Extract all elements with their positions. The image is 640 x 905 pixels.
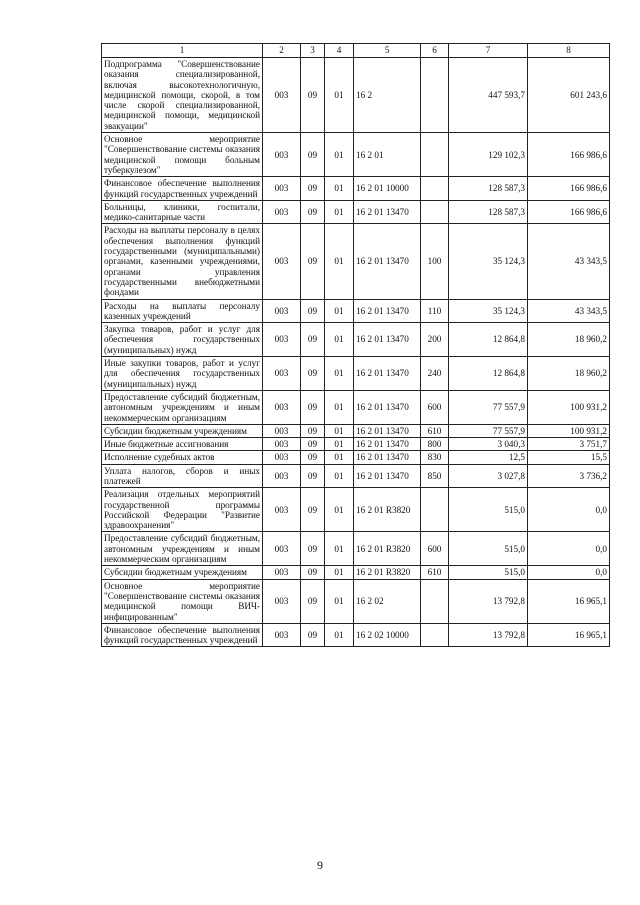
column-header: 7 xyxy=(449,44,528,58)
amount-year-1: 12,5 xyxy=(449,451,528,464)
amount-year-2: 100 931,2 xyxy=(528,390,610,424)
code-expense-type: 600 xyxy=(421,532,449,566)
row-name: Реализация отдельных мероприятий государственной программы Российской Федерации "Развитие здравоохранения" xyxy=(102,488,263,532)
code-target: 16 2 01 13470 xyxy=(354,224,421,299)
table-row xyxy=(102,177,610,201)
amount-year-2: 166 986,6 xyxy=(528,177,610,201)
code-section: 09 xyxy=(301,177,325,201)
code-section: 09 xyxy=(301,438,325,451)
code-admin: 003 xyxy=(263,532,301,566)
code-subsection: 01 xyxy=(325,488,354,532)
amount-year-1: 128 587,3 xyxy=(449,177,528,201)
table-row xyxy=(102,299,610,323)
amount-year-1: 447 593,7 xyxy=(449,58,528,133)
code-expense-type: 830 xyxy=(421,451,449,464)
code-subsection: 01 xyxy=(325,424,354,437)
code-admin: 003 xyxy=(263,323,301,357)
amount-year-1: 515,0 xyxy=(449,566,528,579)
code-expense-type xyxy=(421,488,449,532)
table-row xyxy=(102,357,610,391)
code-expense-type: 600 xyxy=(421,390,449,424)
code-admin: 003 xyxy=(263,299,301,323)
table-row xyxy=(102,438,610,451)
amount-year-2: 0,0 xyxy=(528,488,610,532)
code-section: 09 xyxy=(301,532,325,566)
amount-year-1: 128 587,3 xyxy=(449,200,528,224)
code-section: 09 xyxy=(301,464,325,488)
amount-year-1: 12 864,8 xyxy=(449,323,528,357)
amount-year-2: 16 965,1 xyxy=(528,579,610,623)
column-header: 3 xyxy=(301,44,325,58)
code-expense-type xyxy=(421,200,449,224)
amount-year-2: 16 965,1 xyxy=(528,623,610,647)
code-section: 09 xyxy=(301,566,325,579)
amount-year-1: 13 792,8 xyxy=(449,623,528,647)
code-expense-type: 850 xyxy=(421,464,449,488)
column-header: 4 xyxy=(325,44,354,58)
table-row xyxy=(102,532,610,566)
amount-year-1: 12 864,8 xyxy=(449,357,528,391)
code-section: 09 xyxy=(301,623,325,647)
code-subsection: 01 xyxy=(325,438,354,451)
code-admin: 003 xyxy=(263,566,301,579)
amount-year-2: 3 751,7 xyxy=(528,438,610,451)
code-section: 09 xyxy=(301,323,325,357)
code-expense-type: 610 xyxy=(421,424,449,437)
code-subsection: 01 xyxy=(325,200,354,224)
code-section: 09 xyxy=(301,579,325,623)
table-row xyxy=(102,464,610,488)
code-section: 09 xyxy=(301,133,325,177)
code-subsection: 01 xyxy=(325,323,354,357)
code-target: 16 2 01 R3820 xyxy=(354,566,421,579)
code-expense-type: 610 xyxy=(421,566,449,579)
code-target: 16 2 01 13470 xyxy=(354,390,421,424)
code-expense-type xyxy=(421,623,449,647)
code-subsection: 01 xyxy=(325,532,354,566)
code-subsection: 01 xyxy=(325,623,354,647)
code-section: 09 xyxy=(301,488,325,532)
amount-year-2: 166 986,6 xyxy=(528,133,610,177)
table-row xyxy=(102,224,610,299)
code-subsection: 01 xyxy=(325,464,354,488)
amount-year-1: 35 124,3 xyxy=(449,299,528,323)
amount-year-2: 43 343,5 xyxy=(528,299,610,323)
code-admin: 003 xyxy=(263,424,301,437)
amount-year-1: 3 027,8 xyxy=(449,464,528,488)
table-row xyxy=(102,424,610,437)
amount-year-2: 15,5 xyxy=(528,451,610,464)
row-name: Расходы на выплаты персоналу в целях обеспечения выполнения функций государственными (муниципальными) органами, казенными учреждениями, органами управления государственными внебюджетными фондами xyxy=(102,224,263,299)
code-subsection: 01 xyxy=(325,451,354,464)
code-admin: 003 xyxy=(263,224,301,299)
code-admin: 003 xyxy=(263,177,301,201)
amount-year-2: 0,0 xyxy=(528,532,610,566)
code-section: 09 xyxy=(301,224,325,299)
code-admin: 003 xyxy=(263,579,301,623)
code-target: 16 2 01 13470 xyxy=(354,451,421,464)
row-name: Расходы на выплаты персоналу казенных учреждений xyxy=(102,299,263,323)
column-header: 8 xyxy=(528,44,610,58)
code-admin: 003 xyxy=(263,438,301,451)
code-target: 16 2 01 xyxy=(354,133,421,177)
amount-year-1: 35 124,3 xyxy=(449,224,528,299)
code-section: 09 xyxy=(301,390,325,424)
code-expense-type: 800 xyxy=(421,438,449,451)
code-target: 16 2 01 13470 xyxy=(354,299,421,323)
code-target: 16 2 01 13470 xyxy=(354,357,421,391)
budget-document xyxy=(101,43,609,647)
header-row xyxy=(102,44,610,58)
row-name: Иные бюджетные ассигнования xyxy=(102,438,263,451)
code-expense-type: 200 xyxy=(421,323,449,357)
code-admin: 003 xyxy=(263,357,301,391)
code-target: 16 2 xyxy=(354,58,421,133)
code-section: 09 xyxy=(301,357,325,391)
amount-year-2: 601 243,6 xyxy=(528,58,610,133)
budget-table xyxy=(101,43,610,647)
table-row xyxy=(102,488,610,532)
column-header: 2 xyxy=(263,44,301,58)
code-admin: 003 xyxy=(263,133,301,177)
amount-year-1: 3 040,3 xyxy=(449,438,528,451)
table-row xyxy=(102,451,610,464)
table-row xyxy=(102,390,610,424)
code-target: 16 2 01 13470 xyxy=(354,464,421,488)
table-row xyxy=(102,323,610,357)
code-admin: 003 xyxy=(263,451,301,464)
code-admin: 003 xyxy=(263,200,301,224)
code-target: 16 2 01 13470 xyxy=(354,323,421,357)
code-subsection: 01 xyxy=(325,224,354,299)
code-subsection: 01 xyxy=(325,58,354,133)
row-name: Финансовое обеспечение выполнения функций государственных учреждений xyxy=(102,177,263,201)
amount-year-2: 18 960,2 xyxy=(528,323,610,357)
row-name: Основное мероприятие "Совершенствование системы оказания медицинской помощи больным туберкулезом" xyxy=(102,133,263,177)
amount-year-1: 13 792,8 xyxy=(449,579,528,623)
amount-year-2: 100 931,2 xyxy=(528,424,610,437)
table-row xyxy=(102,579,610,623)
table-row xyxy=(102,133,610,177)
table-row xyxy=(102,200,610,224)
code-admin: 003 xyxy=(263,464,301,488)
row-name: Иные закупки товаров, работ и услуг для обеспечения государственных (муниципальных) нужд xyxy=(102,357,263,391)
code-expense-type xyxy=(421,58,449,133)
column-header: 6 xyxy=(421,44,449,58)
row-name: Финансовое обеспечение выполнения функций государственных учреждений xyxy=(102,623,263,647)
code-admin: 003 xyxy=(263,58,301,133)
row-name: Предоставление субсидий бюджетным, автономным учреждениям и иным некоммерческим организациям xyxy=(102,390,263,424)
row-name: Закупка товаров, работ и услуг для обеспечения государственных (муниципальных) нужд xyxy=(102,323,263,357)
code-expense-type: 100 xyxy=(421,224,449,299)
amount-year-1: 515,0 xyxy=(449,488,528,532)
amount-year-1: 515,0 xyxy=(449,532,528,566)
amount-year-1: 77 557,9 xyxy=(449,390,528,424)
row-name: Субсидии бюджетным учреждениям xyxy=(102,424,263,437)
amount-year-2: 3 736,2 xyxy=(528,464,610,488)
code-expense-type: 240 xyxy=(421,357,449,391)
page-number: 9 xyxy=(317,858,323,872)
row-name: Исполнение судебных актов xyxy=(102,451,263,464)
code-admin: 003 xyxy=(263,488,301,532)
column-header: 5 xyxy=(354,44,421,58)
code-subsection: 01 xyxy=(325,579,354,623)
code-target: 16 2 02 xyxy=(354,579,421,623)
table-row xyxy=(102,58,610,133)
code-section: 09 xyxy=(301,424,325,437)
code-target: 16 2 01 R3820 xyxy=(354,488,421,532)
amount-year-2: 0,0 xyxy=(528,566,610,579)
code-section: 09 xyxy=(301,451,325,464)
code-target: 16 2 01 R3820 xyxy=(354,532,421,566)
amount-year-2: 18 960,2 xyxy=(528,357,610,391)
amount-year-2: 43 343,5 xyxy=(528,224,610,299)
code-subsection: 01 xyxy=(325,133,354,177)
code-target: 16 2 02 10000 xyxy=(354,623,421,647)
table-row xyxy=(102,566,610,579)
code-target: 16 2 01 13470 xyxy=(354,438,421,451)
code-subsection: 01 xyxy=(325,357,354,391)
amount-year-2: 166 986,6 xyxy=(528,200,610,224)
code-section: 09 xyxy=(301,58,325,133)
code-expense-type xyxy=(421,579,449,623)
code-subsection: 01 xyxy=(325,390,354,424)
column-header: 1 xyxy=(102,44,263,58)
row-name: Подпрограмма "Совершенствование оказания специализированной, включая высокотехнологичную, медицинской помощи, скорой, в том числе скорой специализированной, медицинской помощи, медицинской эвакуации" xyxy=(102,58,263,133)
code-admin: 003 xyxy=(263,390,301,424)
code-target: 16 2 01 10000 xyxy=(354,177,421,201)
row-name: Предоставление субсидий бюджетным, автономным учреждениям и иным некоммерческим организациям xyxy=(102,532,263,566)
row-name: Уплата налогов, сборов и иных платежей xyxy=(102,464,263,488)
amount-year-1: 129 102,3 xyxy=(449,133,528,177)
code-expense-type: 110 xyxy=(421,299,449,323)
code-section: 09 xyxy=(301,200,325,224)
row-name: Основное мероприятие "Совершенствование системы оказания медицинской помощи ВИЧ-инфицированным" xyxy=(102,579,263,623)
code-subsection: 01 xyxy=(325,566,354,579)
code-subsection: 01 xyxy=(325,299,354,323)
code-expense-type xyxy=(421,177,449,201)
code-target: 16 2 01 13470 xyxy=(354,424,421,437)
code-target: 16 2 01 13470 xyxy=(354,200,421,224)
code-expense-type xyxy=(421,133,449,177)
code-subsection: 01 xyxy=(325,177,354,201)
code-admin: 003 xyxy=(263,623,301,647)
code-section: 09 xyxy=(301,299,325,323)
row-name: Субсидии бюджетным учреждениям xyxy=(102,566,263,579)
table-row xyxy=(102,623,610,647)
amount-year-1: 77 557,9 xyxy=(449,424,528,437)
row-name: Больницы, клиники, госпитали, медико-санитарные части xyxy=(102,200,263,224)
